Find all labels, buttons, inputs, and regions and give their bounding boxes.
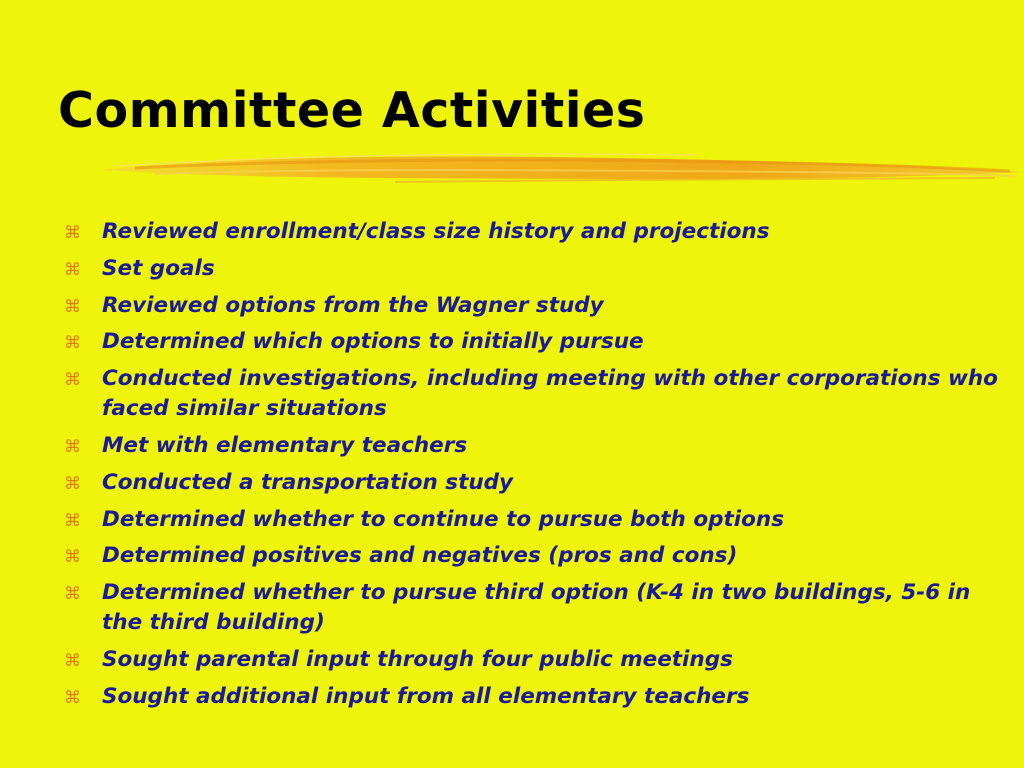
bullet-item xyxy=(62,364,1002,424)
bullet-text: Conducted a transportation study xyxy=(102,469,514,495)
command-icon: ⌘ xyxy=(64,370,81,391)
slide-title: Committee Activities xyxy=(58,82,646,139)
bullet-item xyxy=(62,682,1002,712)
bullet-item xyxy=(62,217,1002,247)
bullet-text: Reviewed enrollment/class size history and projections xyxy=(102,219,770,244)
bullet-text: Determined whether to continue to pursue both options xyxy=(102,506,785,532)
command-icon: ⌘ xyxy=(64,650,81,671)
bullet-item xyxy=(62,468,1002,498)
command-icon: ⌘ xyxy=(64,473,81,494)
bullet-item xyxy=(62,291,1002,321)
bullet-text: Conducted investigations, including meeting with other corporations who faced similar situations xyxy=(102,366,998,422)
bullet-text: Sought parental input through four public meetings xyxy=(102,646,733,672)
bullet-item xyxy=(62,505,1002,535)
command-icon: ⌘ xyxy=(64,687,81,708)
bullet-text: Sought additional input from all elementary teachers xyxy=(102,683,750,709)
command-icon: ⌘ xyxy=(64,436,81,457)
bullet-list xyxy=(62,217,1002,719)
brush-stroke-divider xyxy=(95,146,1024,190)
bullet-text: Determined which options to initially pursue xyxy=(102,329,644,355)
command-icon: ⌘ xyxy=(64,259,81,280)
command-icon: ⌘ xyxy=(64,296,81,317)
bullet-text: Set goals xyxy=(102,255,215,281)
command-icon: ⌘ xyxy=(64,510,81,531)
command-icon: ⌘ xyxy=(64,223,81,243)
bullet-item xyxy=(62,254,1002,284)
bullet-text: Reviewed options from the Wagner study xyxy=(102,292,604,318)
bullet-item xyxy=(62,431,1002,461)
command-icon: ⌘ xyxy=(64,547,81,568)
bullet-text: Determined whether to pursue third option (K-4 in two buildings, 5-6 in the third building) xyxy=(102,580,971,636)
bullet-item xyxy=(62,645,1002,675)
command-icon: ⌘ xyxy=(64,333,81,354)
command-icon: ⌘ xyxy=(64,584,81,605)
bullet-text: Met with elementary teachers xyxy=(102,432,468,458)
bullet-item xyxy=(62,541,1002,571)
bullet-item xyxy=(62,327,1002,357)
bullet-item xyxy=(62,578,1002,638)
bullet-text: Determined positives and negatives (pros and cons) xyxy=(102,543,738,569)
